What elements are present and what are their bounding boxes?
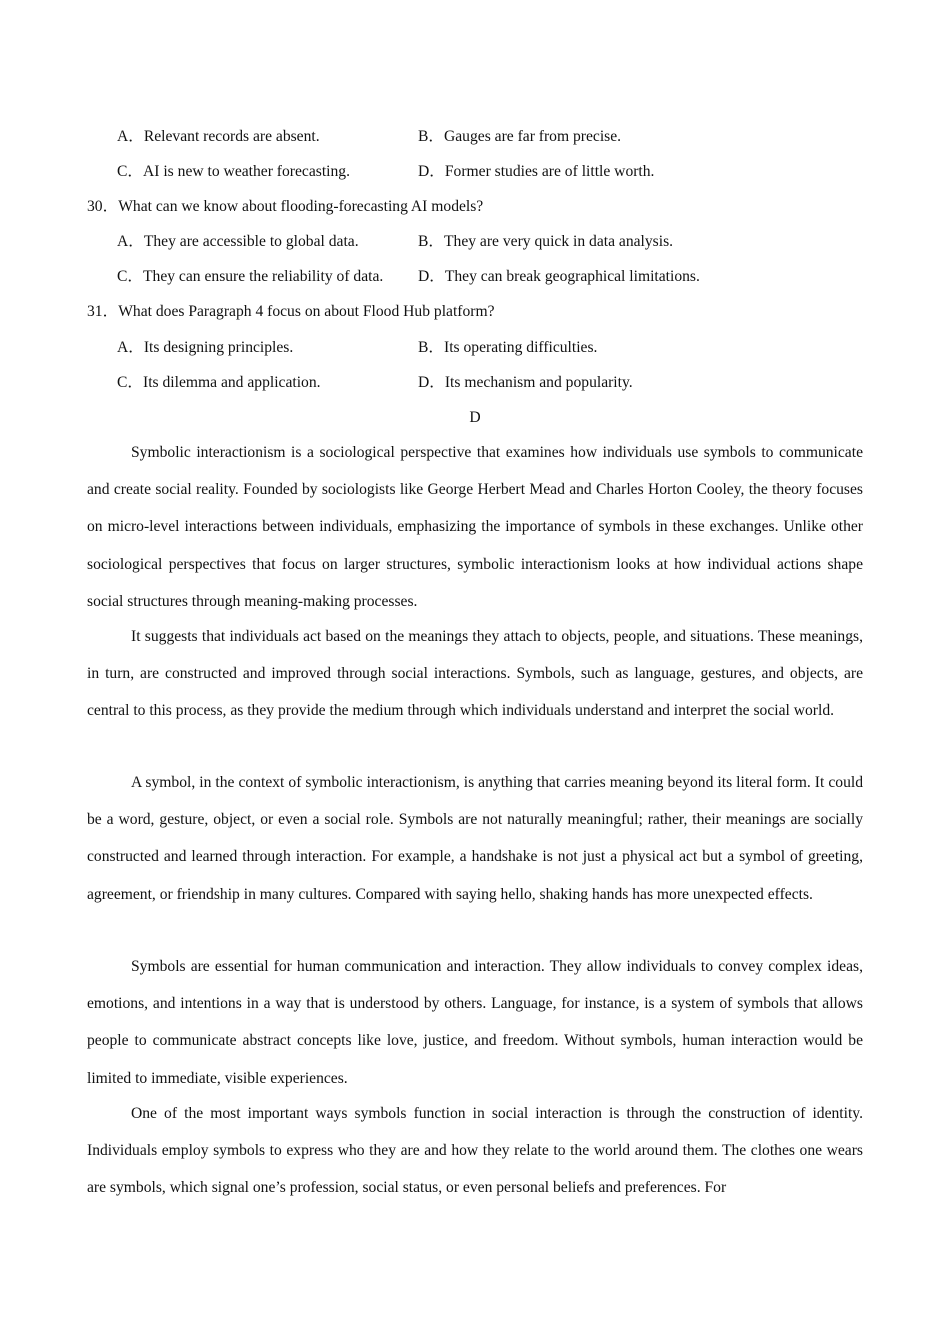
q29-option-a: A．Relevant records are absent. <box>117 128 320 145</box>
passage-paragraph-3: A symbol, in the context of symbolic interactionism, is anything that carries meaning beyond its literal form. It could be a word, gesture, object, or even a social role. Symbols are not naturally meaningful; rather, their meanings are socially constructed and learned through interaction. For example, a handshake is not just a physical act but a symbol of greeting, agreement, or friendship in many cultures. Compared with saying hello, shaking hands has more unexpected effects. <box>87 774 863 903</box>
passage-paragraph-2: It suggests that individuals act based on the meanings they attach to objects, people, and situations. These meanings, in turn, are constructed and improved through social interactions. Symbols, such as language, gestures, and objects, are central to this process, as they provide the medium through which individuals understand and interpret the social world. <box>87 628 863 720</box>
q31-option-c: C．Its dilemma and application. <box>117 374 321 391</box>
q29-option-b: B．Gauges are far from precise. <box>418 128 622 145</box>
q31-question: 31．What does Paragraph 4 focus on about Flood Hub platform? <box>87 303 495 320</box>
q30-option-b: B．They are very quick in data analysis. <box>418 233 674 250</box>
q29-option-d: D．Former studies are of little worth. <box>418 163 655 180</box>
q29-option-c: C．AI is new to weather forecasting. <box>117 163 350 180</box>
passage-paragraph-5: One of the most important ways symbols function in social interaction is through the construction of identity. Individuals employ symbols to express who they are and how they relate to the world around them. The clothes one wears are symbols, which signal one’s profession, social status, or even personal beliefs and preferences. For <box>87 1105 863 1197</box>
section-heading-d: D <box>469 409 481 426</box>
q30-option-d: D．They can break geographical limitations. <box>418 268 700 285</box>
passage-paragraph-1: Symbolic interactionism is a sociological perspective that examines how individuals use symbols to communicate and create social reality. Founded by sociologists like George Herbert Mead and Charles Horton Cooley, the theory focuses on micro-level interactions between individuals, emphasizing the importance of symbols in these exchanges. Unlike other sociological perspectives that focus on larger structures, symbolic interactionism looks at how individual actions shape social structures through meaning-making processes. <box>87 444 863 610</box>
q30-option-c: C．They can ensure the reliability of data. <box>117 268 384 285</box>
passage-paragraph-4: Symbols are essential for human communication and interaction. They allow individuals to convey complex ideas, emotions, and intentions in a way that is understood by others. Language, for instance, is a system of symbols that allows people to communicate abstract concepts like love, justice, and freedom. Without symbols, human interaction would be limited to immediate, visible experiences. <box>87 958 863 1087</box>
q31-option-b: B．Its operating difficulties. <box>418 339 598 356</box>
q30-option-a: A．They are accessible to global data. <box>117 233 359 250</box>
q31-option-a: A．Its designing principles. <box>117 339 294 356</box>
q31-option-d: D．Its mechanism and popularity. <box>418 374 633 391</box>
q30-question: 30．What can we know about flooding-forecasting AI models? <box>87 198 484 215</box>
